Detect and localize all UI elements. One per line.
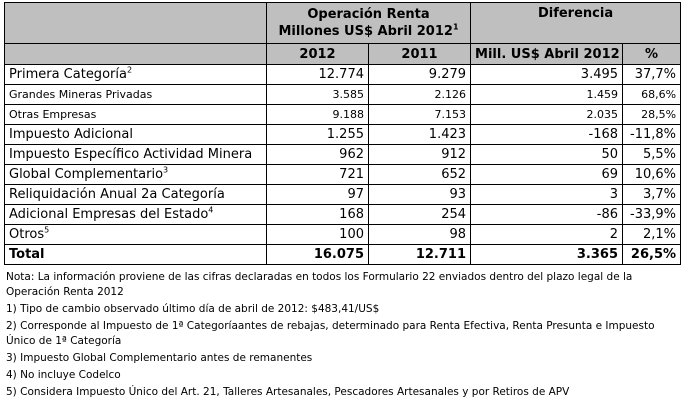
row-label: Otras Empresas	[5, 105, 267, 125]
value-2012: 12.774	[267, 65, 369, 85]
value-2012: 3.585	[267, 85, 369, 105]
diferencia-header	[471, 3, 681, 44]
value-2011: 98	[369, 225, 471, 245]
value-diff: 3.495	[471, 65, 623, 85]
value-2012: 97	[267, 185, 369, 205]
value-2011: 1.423	[369, 125, 471, 145]
table-row	[5, 165, 681, 185]
value-pct: 2,1%	[623, 225, 681, 245]
footnotes	[4, 270, 680, 402]
table-row	[5, 125, 681, 145]
table-header-top	[5, 3, 681, 44]
header-blank-cell-2	[5, 44, 267, 65]
value-pct: 3,7%	[623, 185, 681, 205]
value-2011: 652	[369, 165, 471, 185]
footnote-2: 2) Corresponde al Impuesto de 1ª Categoríaantes de rebajas, determinado para Renta Efectiva, Renta Presunta e Impuesto Único de 1ª Categoría	[6, 320, 655, 347]
value-2011: 7.153	[369, 105, 471, 125]
row-label: Global Complementario$^3$	[5, 165, 267, 185]
value-2012: 962	[267, 145, 369, 165]
footnote-4: 4) No incluye Codelco	[6, 369, 121, 381]
col-pct-header: %	[623, 44, 681, 65]
value-2012: 9.188	[267, 105, 369, 125]
value-diff: 1.459	[471, 85, 623, 105]
value-2011: 2.126	[369, 85, 471, 105]
value-2012: 168	[267, 205, 369, 225]
value-diff: -168	[471, 125, 623, 145]
value-diff: 69	[471, 165, 623, 185]
value-2011: 254	[369, 205, 471, 225]
total-row	[5, 245, 681, 265]
total-2012: 16.075	[267, 245, 369, 265]
table-row	[5, 225, 681, 245]
row-label: Grandes Mineras Privadas	[5, 85, 267, 105]
tax-revenue-table	[4, 2, 681, 265]
row-label: Impuesto Específico Actividad Minera	[5, 145, 267, 165]
total-pct: 26,5%	[623, 245, 681, 265]
total-2011: 12.711	[369, 245, 471, 265]
table-row	[5, 105, 681, 125]
operacion-renta-header	[267, 3, 471, 44]
value-pct: -11,8%	[623, 125, 681, 145]
op-title-line1: Operación Renta	[307, 7, 430, 22]
row-label: Otros$^5$	[5, 225, 267, 245]
table-row	[5, 65, 681, 85]
value-diff: 3	[471, 185, 623, 205]
footnote-1: 1) Tipo de cambio observado último día de abril de 2012: $483,41/US$	[6, 303, 380, 315]
row-label: Impuesto Adicional	[5, 125, 267, 145]
table-row	[5, 145, 681, 165]
value-diff: 2.035	[471, 105, 623, 125]
value-2012: 721	[267, 165, 369, 185]
col-2012-header: 2012	[267, 44, 369, 65]
value-pct: 68,6%	[623, 85, 681, 105]
footnote-3: 3) Impuesto Global Complementario antes de remanentes	[6, 352, 313, 364]
table-header-sub	[5, 44, 681, 65]
total-label: Total	[5, 245, 267, 265]
row-label: Adicional Empresas del Estado$^4$	[5, 205, 267, 225]
value-pct: -33,9%	[623, 205, 681, 225]
value-pct: 37,7%	[623, 65, 681, 85]
row-label: Primera Categoría$^2$	[5, 65, 267, 85]
diff-title: Diferencia	[537, 6, 614, 21]
col-diff-amount-header: Mill. US$ Abril 2012	[471, 44, 623, 65]
table-row	[5, 205, 681, 225]
value-diff: 2	[471, 225, 623, 245]
value-pct: 28,5%	[623, 105, 681, 125]
col-2011-header: 2011	[369, 44, 471, 65]
row-label: Reliquidación Anual 2a Categoría	[5, 185, 267, 205]
value-pct: 5,5%	[623, 145, 681, 165]
header-blank-cell	[5, 3, 267, 44]
table-row	[5, 185, 681, 205]
footnote-5: 5) Considera Impuesto Único del Art. 21, Talleres Artesanales, Pescadores Artesanales y por Retiros de APV	[6, 386, 570, 398]
note-main: Nota: La información proviene de las cifras declaradas en todos los Formulario 22 enviados dentro del plazo legal de la Operación Renta 2012	[6, 271, 633, 298]
value-2012: 100	[267, 225, 369, 245]
value-2011: 93	[369, 185, 471, 205]
table-row	[5, 85, 681, 105]
value-2012: 1.255	[267, 125, 369, 145]
value-diff: 50	[471, 145, 623, 165]
value-2011: 912	[369, 145, 471, 165]
value-2011: 9.279	[369, 65, 471, 85]
value-pct: 10,6%	[623, 165, 681, 185]
op-title-footnote: 1	[452, 22, 459, 32]
op-title-line2: Millones US$ Abril 2012	[278, 24, 453, 39]
value-diff: -86	[471, 205, 623, 225]
total-diff: 3.365	[471, 245, 623, 265]
